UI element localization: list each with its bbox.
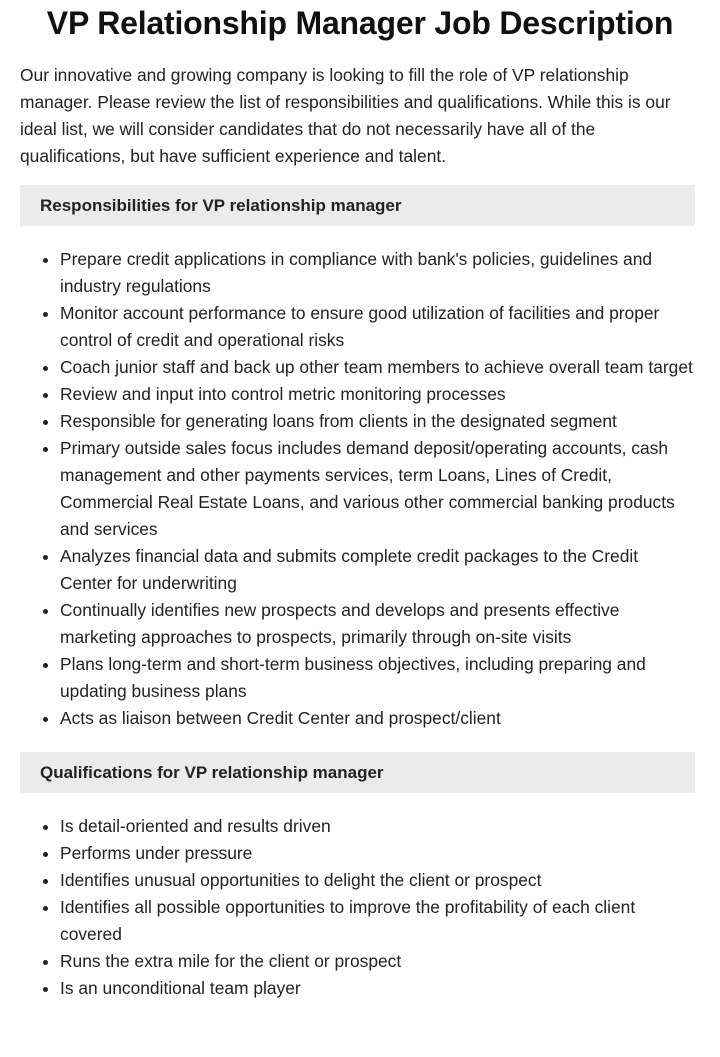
list-item: • Coach junior staff and back up other team members to achieve overall team target — [60, 354, 695, 381]
responsibilities-list — [20, 246, 695, 732]
page-title: VP Relationship Manager Job Description — [46, 5, 674, 41]
qualifications-list — [20, 813, 695, 1002]
list-item: • Plans long-term and short-term business objectives, including preparing and updating business plans — [60, 651, 695, 705]
list-item: • Is an unconditional team player — [60, 975, 695, 1002]
list-item: • Continually identifies new prospects and develops and presents effective marketing approaches to prospects, primarily through on-site visits — [60, 597, 695, 651]
intro-paragraph: Our innovative and growing company is looking to fill the role of VP relationship manager. Please review the list of responsibilities and qualifications. While this is our ideal list, we will consider candidates that do not necessarily have all of the qualifications, but have sufficient experience and talent. — [20, 65, 671, 166]
list-item: • Identifies all possible opportunities to improve the profitability of each client covered — [60, 894, 695, 948]
list-item: • Analyzes financial data and submits complete credit packages to the Credit Center for underwriting — [60, 543, 695, 597]
responsibilities-heading: Responsibilities for VP relationship manager — [20, 185, 695, 226]
list-item: • Monitor account performance to ensure good utilization of facilities and proper control of credit and operational risks — [60, 300, 695, 354]
list-item: • Primary outside sales focus includes demand deposit/operating accounts, cash management and other payments services, term Loans, Lines of Credit, Commercial Real Estate Loans, and various other commercial banking products and services — [60, 435, 695, 543]
list-item: • Identifies unusual opportunities to delight the client or prospect — [60, 867, 695, 894]
list-item: • Acts as liaison between Credit Center and prospect/client — [60, 705, 695, 732]
qualifications-heading: Qualifications for VP relationship manager — [20, 752, 695, 793]
list-item: • Responsible for generating loans from clients in the designated segment — [60, 408, 695, 435]
list-item: • Runs the extra mile for the client or prospect — [60, 948, 695, 975]
list-item: • Is detail-oriented and results driven — [60, 813, 695, 840]
list-item: • Performs under pressure — [60, 840, 695, 867]
list-item: • Prepare credit applications in compliance with bank's policies, guidelines and industry regulations — [60, 246, 695, 300]
list-item: • Review and input into control metric monitoring processes — [60, 381, 695, 408]
